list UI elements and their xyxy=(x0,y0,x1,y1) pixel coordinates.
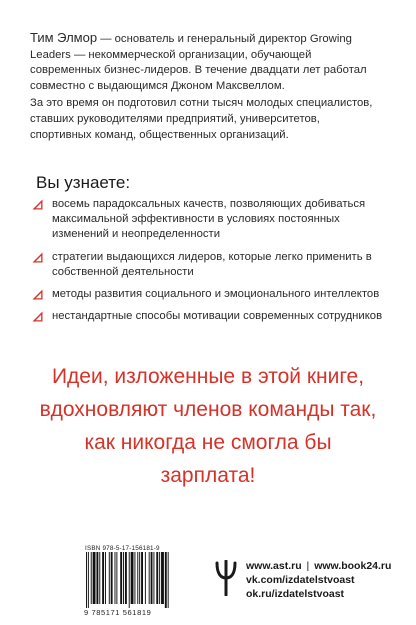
red-arrow-bullet-icon xyxy=(32,199,43,210)
bio-paragraph-1-text: — основатель и генеральный директор Growing Leaders — некоммерческой организации, обучающей современных бизнес-лидеров. В течение двадцати лет работал совместно с выдающимся Джоном Максвеллом. xyxy=(30,33,367,92)
barcode-bar xyxy=(120,552,122,604)
barcode-bar xyxy=(93,552,96,604)
barcode-bar xyxy=(161,552,164,604)
barcode-bar xyxy=(156,552,158,604)
red-arrow-bullet-icon xyxy=(32,311,43,322)
barcode-bar xyxy=(137,552,138,604)
quote-line: зарплата! xyxy=(160,464,256,487)
learn-item-text: нестандартные способы мотивации современных сотрудников xyxy=(52,310,383,323)
barcode-bar xyxy=(96,552,98,604)
barcode-bar xyxy=(168,552,169,608)
red-arrow-bullet-icon xyxy=(32,289,43,300)
link-book24[interactable]: www.book24.ru xyxy=(314,560,392,572)
barcode-bar xyxy=(145,552,146,604)
barcode-bar xyxy=(99,552,100,604)
publisher-links xyxy=(246,559,391,602)
barcode-bar xyxy=(151,552,153,604)
learn-list-item xyxy=(30,250,390,280)
learn-item-text: методы развития социального и эмоционального интеллектов xyxy=(52,288,380,301)
barcode xyxy=(84,552,196,608)
publisher-logo-icon xyxy=(215,560,237,596)
barcode-bar xyxy=(91,552,92,604)
learn-item-text: восемь парадоксальных качеств, позволяющих добиваться максимальной эффективности в условиях постоянных изменений и неопределенности xyxy=(52,198,366,241)
barcode-bar xyxy=(159,552,160,604)
learn-list-item xyxy=(30,287,390,302)
link-ast[interactable]: www.ast.ru xyxy=(246,560,302,572)
barcode-bar xyxy=(153,552,154,604)
barcode-bar xyxy=(123,552,124,604)
learn-list-item xyxy=(30,309,390,324)
link-vk[interactable]: vk.com/izdatelstvoast xyxy=(246,574,355,587)
learn-list xyxy=(30,197,390,331)
barcode-bar xyxy=(139,552,140,604)
bio-paragraph-2: За это время он подготовил сотни тысяч молодых специалистов, ставших руководителями предприятий, университетов, спортивных команд, общественных организаций. xyxy=(30,97,373,141)
learn-heading: Вы узнаете: xyxy=(36,173,131,192)
learn-item-text: стратегии выдающихся лидеров, которые легко применить в собственной деятельности xyxy=(52,250,372,278)
barcode-bar xyxy=(109,552,110,604)
bio-paragraph-1 xyxy=(30,30,382,94)
barcode-bar xyxy=(131,552,134,604)
barcode-bar xyxy=(116,552,117,604)
barcode-bar xyxy=(111,552,113,604)
promo-quote xyxy=(24,360,392,492)
barcode-bar xyxy=(86,552,87,608)
barcode-digits: 9 785171 561819 xyxy=(84,608,152,617)
barcode-bar xyxy=(129,552,130,608)
barcode-bar xyxy=(165,552,167,608)
barcode-bar xyxy=(125,552,127,604)
barcode-bar xyxy=(149,552,150,604)
quote-line: вдохновляют членов команды так, xyxy=(39,398,377,421)
red-arrow-bullet-icon xyxy=(32,252,43,263)
link-separator: | xyxy=(306,560,310,572)
barcode-bar xyxy=(105,552,106,604)
quote-line: Идеи, изложенные в этой книге, xyxy=(51,365,365,388)
learn-list-item xyxy=(30,197,390,243)
barcode-bar xyxy=(102,552,104,604)
author-name: Тим Элмор xyxy=(30,30,98,45)
links-row-1 xyxy=(246,559,391,573)
isbn-text: ISBN 978-5-17-156181-9 xyxy=(85,545,160,552)
link-ok[interactable]: ok.ru/izdatelstvoast xyxy=(246,588,345,601)
barcode-bar xyxy=(141,552,143,604)
barcode-bar xyxy=(88,552,89,608)
author-bio xyxy=(30,30,382,145)
barcode-bar xyxy=(115,552,116,604)
barcode-bar xyxy=(134,552,135,604)
quote-line: как никогда не смогла бы xyxy=(84,431,332,454)
